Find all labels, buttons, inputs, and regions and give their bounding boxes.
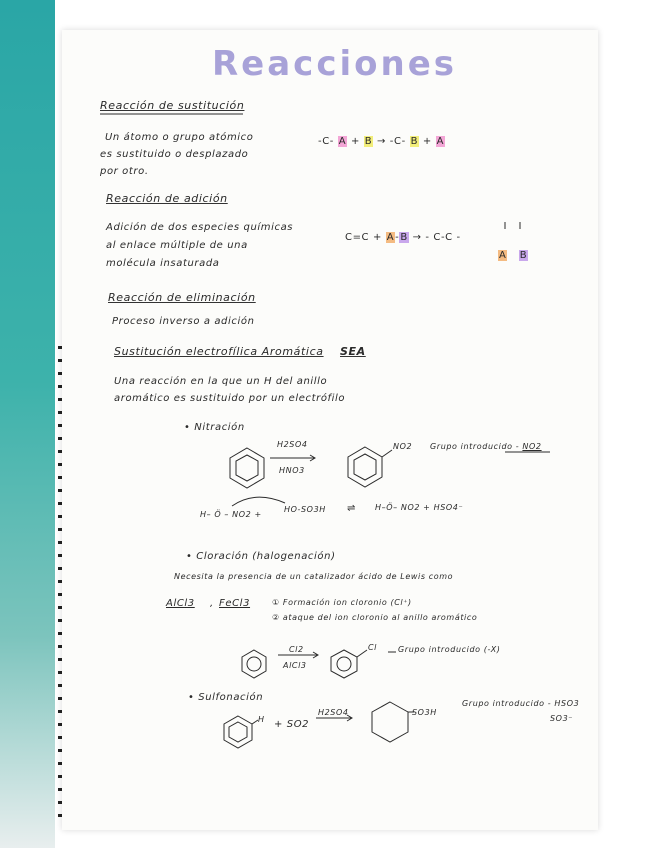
label-sulfonacion: • Sulfonación	[188, 692, 264, 703]
heading-eliminacion: Reacción de eliminación	[108, 291, 256, 304]
group-note: Grupo introducido - HSO3	[462, 699, 580, 708]
sea-abbreviation: SEA	[340, 345, 366, 358]
text-line: Necesita la presencia de un catalizador ácido de Lewis como	[174, 572, 454, 581]
mechanism-reagent: HO-SO3H	[284, 505, 326, 514]
heading-sustitucion: Reacción de sustitución	[100, 99, 245, 112]
mechanism-left: H– Ö – NO2 +	[200, 510, 262, 519]
heading-adicion: Reacción de adición	[106, 192, 228, 205]
substituent-label: Cl	[368, 643, 378, 652]
hydrogen-label: H	[258, 715, 265, 724]
group-note: Grupo introducido - NO2	[430, 442, 542, 451]
step: ① Formación ion cloronio (Cl⁺)	[272, 598, 412, 607]
catalyst: AlCl3	[166, 598, 195, 609]
substituent-label: SO3H	[412, 708, 437, 717]
text-line: Una reacción en la que un H del anillo	[114, 376, 328, 387]
mechanism-right: H–Ö– NO2 + HSO4⁻	[375, 503, 464, 512]
text-line: por otro.	[100, 166, 149, 177]
reagent: H2SO4	[318, 708, 349, 717]
adicion-product-substituents: A B	[499, 250, 528, 261]
reagent: Cl2	[289, 645, 304, 654]
text-line: es sustituido o desplazado	[100, 149, 249, 160]
equation-sustitucion: -C- A + B → -C- B + A	[318, 136, 445, 147]
text-line: Un átomo o grupo atómico	[105, 132, 254, 143]
equation-adicion: C=C + A-B → - C-C -	[345, 232, 461, 243]
heading-sea: Sustitución electrofílica Aromática	[114, 345, 324, 358]
catalyst: FeCl3	[219, 598, 251, 609]
group-note-ion: SO3⁻	[550, 714, 574, 723]
text-line: Adición de dos especies químicas	[106, 222, 294, 233]
separator: ,	[210, 598, 214, 609]
text-line: molécula insaturada	[106, 258, 220, 269]
reagent: HNO3	[279, 466, 305, 475]
text-line: Proceso inverso a adición	[112, 316, 255, 327]
teal-background	[0, 0, 55, 848]
reagent: H2SO4	[277, 440, 308, 449]
reagent: AlCl3	[283, 661, 307, 670]
text-line: al enlace múltiple de una	[106, 240, 248, 251]
text-line: aromático es sustituido por un electrófilo	[114, 393, 346, 404]
equilibrium-arrow: ⇌	[347, 503, 356, 514]
label-cloracion: • Cloración (halogenación)	[186, 551, 336, 562]
label-nitracion: • Nitración	[184, 422, 245, 433]
reagent-so2: + SO2	[274, 719, 310, 730]
group-note: Grupo introducido (-X)	[398, 645, 501, 654]
substituent-label: NO2	[393, 442, 413, 451]
step: ② ataque del ion cloronio al anillo aromático	[272, 613, 478, 622]
page-title: Reacciones	[212, 44, 458, 84]
